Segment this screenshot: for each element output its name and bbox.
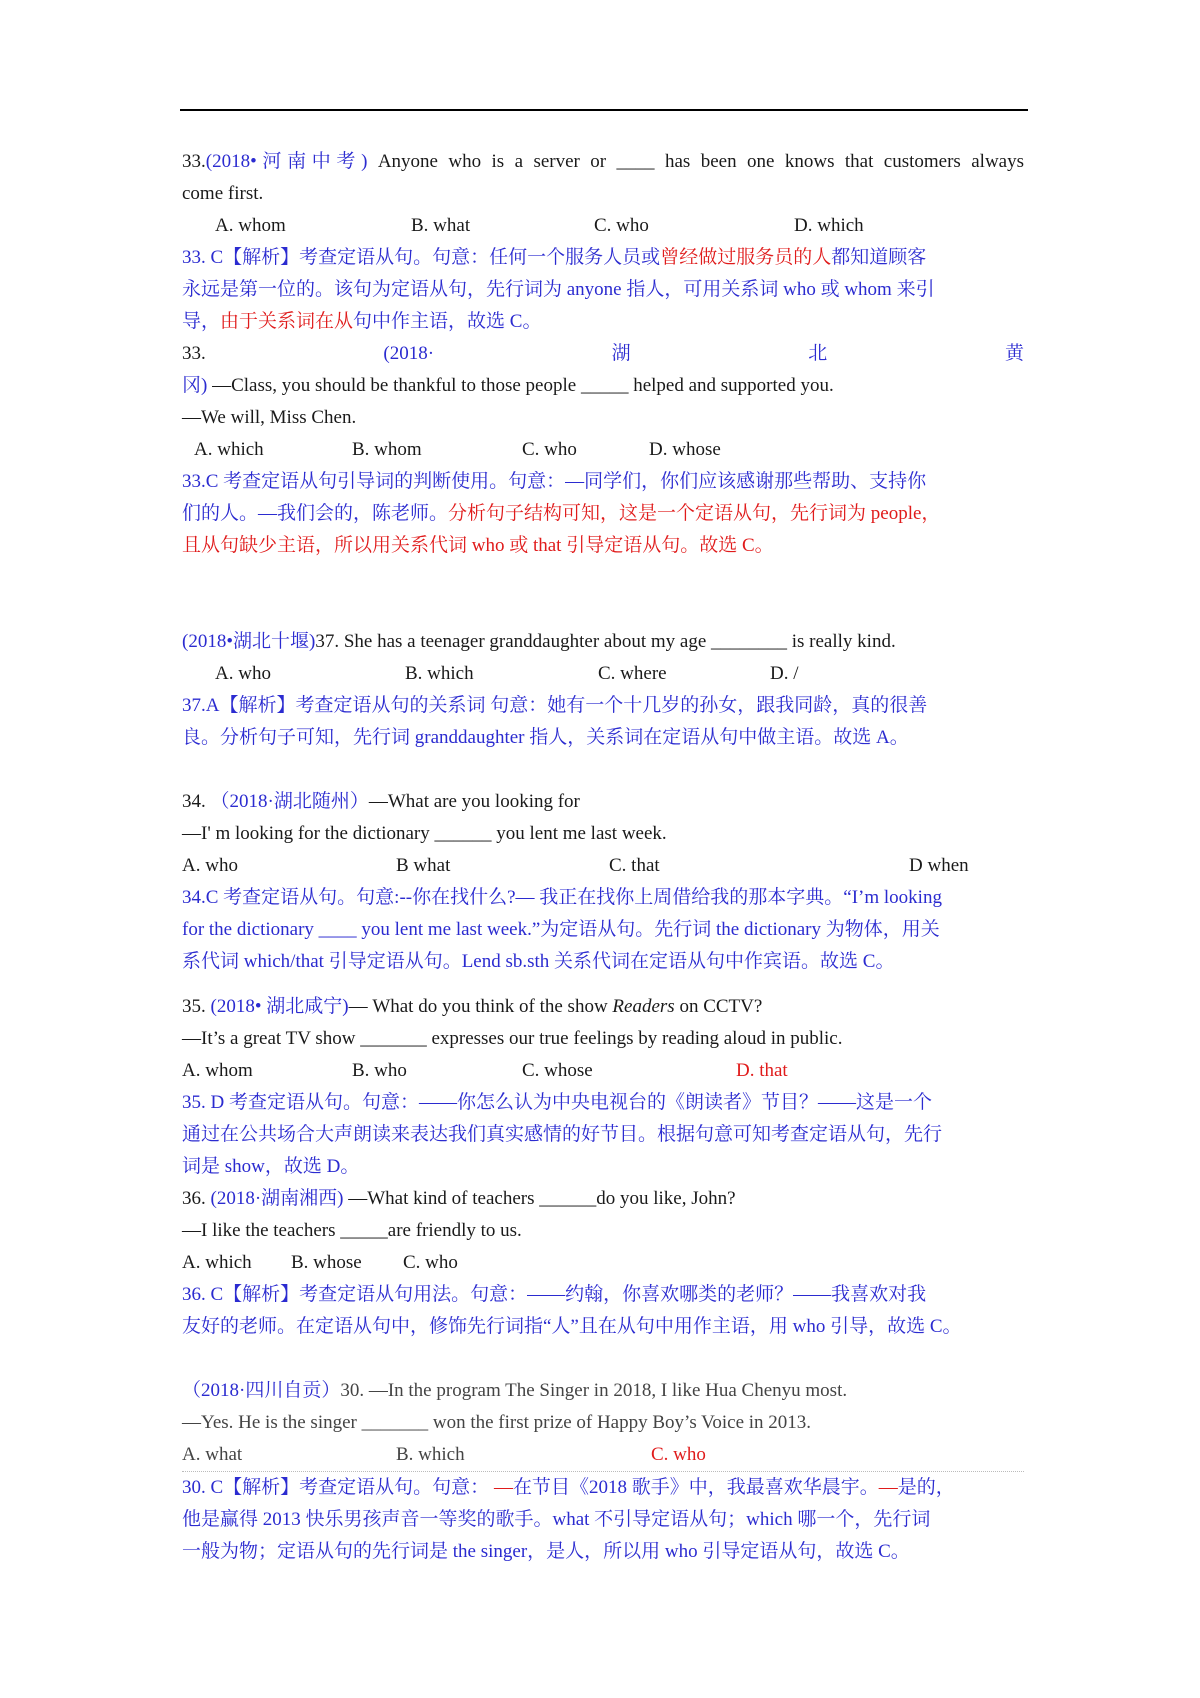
q30-answer-2: 他是赢得 2013 快乐男孩声音一等奖的歌手。what 不引导定语从句；which 哪一个，先行词 xyxy=(182,1509,931,1530)
q30-answer-1 xyxy=(182,1472,1024,1504)
answer-highlight: 曾经做过服务员的人 xyxy=(660,247,832,268)
question-source: 北 xyxy=(808,343,828,364)
option-d: D. / xyxy=(770,663,799,684)
option-b: B. who xyxy=(352,1060,407,1081)
option-a: A. whom xyxy=(182,1060,253,1081)
option-a: A. whom xyxy=(215,215,286,236)
option-a: A. what xyxy=(182,1444,243,1465)
show-title: Readers xyxy=(612,996,675,1017)
q33b-stem-cont xyxy=(182,370,1024,402)
q33b-answer-3: 且从句缺少主语，所以用关系代词 who 或 that 引导定语从句。故选 C。 xyxy=(182,535,774,556)
q35-stem xyxy=(182,991,1024,1023)
q33a-options xyxy=(182,210,1024,242)
answer-text: 30. C【解析】考查定语从句。句意： xyxy=(182,1477,490,1498)
spacer xyxy=(182,562,1024,594)
q36-options xyxy=(182,1247,1024,1279)
option-b: B. which xyxy=(405,663,474,684)
option-b: B. what xyxy=(411,215,471,236)
question-source: （2018·四川自贡） xyxy=(182,1380,341,1401)
q30-options xyxy=(182,1439,1024,1472)
spacer xyxy=(182,594,1024,626)
question-number: 33. xyxy=(182,151,206,172)
option-c: C. that xyxy=(609,855,660,876)
q34-stem-cont: —I' m looking for the dictionary ______ you lent me last week. xyxy=(182,823,667,844)
q34-options xyxy=(182,850,1024,882)
question-source: (2018•河南中考) xyxy=(205,151,368,172)
question-number: 34. xyxy=(182,791,211,812)
answer-highlight: 由于关系词在 xyxy=(220,311,335,332)
question-text: —What are you looking for xyxy=(368,791,580,812)
q33a-answer-2: 永远是第一位的。该句为定语从句，先行词为 anyone 指人，可用关系词 who 或 whom 来引 xyxy=(182,279,935,300)
q37-stem xyxy=(182,626,1024,658)
answer-highlight: 分析句子结构可知，这是一个定语从句，先行词为 people， xyxy=(448,503,941,524)
answer-text: 33. C【解析】考查定语从句。句意：任何一个服务人员或 xyxy=(182,247,661,268)
answer-text: 是的， xyxy=(897,1477,955,1498)
q33b-stem xyxy=(182,338,1024,370)
q35-options xyxy=(182,1055,1024,1087)
q37-answer-2: 良。分析句子可知，先行词 granddaughter 指人，关系词在定语从句中做主语。故选 A。 xyxy=(182,727,909,748)
q33a-stem xyxy=(182,146,1024,178)
option-a: A. which xyxy=(182,1252,252,1273)
q36-stem xyxy=(182,1183,1024,1215)
option-b: B. which xyxy=(396,1444,465,1465)
spacer xyxy=(182,978,1024,991)
q34-answer-2: for the dictionary ____ you lent me last week.”为定语从句。先行词 the dictionary 为物体，用关 xyxy=(182,919,940,940)
option-d: D. which xyxy=(794,215,864,236)
q35-answer-1: 35. D 考查定语从句。句意：——你怎么认为中央电视台的《朗读者》节目？——这是一个 xyxy=(182,1092,932,1113)
answer-text: 在节目《2018 歌手》中，我最喜欢华晨宇。 xyxy=(512,1477,879,1498)
q33b-reply: —We will, Miss Chen. xyxy=(182,407,357,428)
question-text: — What do you think of the show xyxy=(348,996,613,1017)
option-c: C. where xyxy=(598,663,667,684)
option-b: B. whose xyxy=(291,1252,362,1273)
question-text: 30. —In the program The Singer in 2018, I like Hua Chenyu most. xyxy=(340,1380,848,1401)
question-source: (2018•湖北十堰) xyxy=(182,631,316,652)
question-source: 湖 xyxy=(611,343,631,364)
question-text: 37. She has a teenager granddaughter about my age ________ is really kind. xyxy=(315,631,896,652)
question-source: （2018·湖北随州） xyxy=(210,791,369,812)
option-b: B what xyxy=(396,855,451,876)
q30-stem-cont: —Yes. He is the singer _______ won the first prize of Happy Boy’s Voice in 2013. xyxy=(182,1412,812,1433)
spacer xyxy=(182,1343,1024,1375)
option-c: C. who xyxy=(522,439,577,460)
option-d: D. that xyxy=(736,1060,788,1081)
answer-highlight: 从 xyxy=(334,311,354,332)
option-c: C. whose xyxy=(522,1060,593,1081)
option-c: C. who xyxy=(594,215,649,236)
q34-answer-3: 系代词 which/that 引导定语从句。Lend sb.sth 关系代词在定语从句中作宾语。故选 C。 xyxy=(182,951,895,972)
question-text: Anyone who is a server or ____ has been one knows that customers always xyxy=(367,151,1024,172)
spacer xyxy=(182,754,1024,786)
answer-text: 导， xyxy=(182,311,221,332)
q36-answer-2: 友好的老师。在定语从句中，修饰先行词指“人”且在从句中用作主语，用 who 引导，故选 C。 xyxy=(182,1316,962,1337)
option-c: C. who xyxy=(651,1444,706,1465)
q34-stem xyxy=(182,786,1024,818)
question-text: —Class, you should be thankful to those people _____ helped and supported you. xyxy=(207,375,834,396)
option-b: B. whom xyxy=(352,439,422,460)
answer-text: 都知道顾客 xyxy=(831,247,927,268)
q35-stem-cont: —It’s a great TV show _______ expresses our true feelings by reading aloud in public. xyxy=(182,1028,843,1049)
option-a: A. which xyxy=(194,439,264,460)
question-source: 冈) xyxy=(182,375,208,396)
question-source: 黄 xyxy=(1004,343,1024,364)
option-d: D. whose xyxy=(649,439,721,460)
q33b-answer-1: 33.C 考查定语从句引导词的判断使用。句意：—同学们，你们应该感谢那些帮助、支持你 xyxy=(182,471,927,492)
document-body xyxy=(182,146,1024,1568)
option-d: D when xyxy=(909,855,969,876)
question-number: 33. xyxy=(182,343,206,364)
option-a: A. who xyxy=(182,855,238,876)
question-number: 36. xyxy=(182,1188,211,1209)
header-rule xyxy=(180,109,1028,111)
q33b-options xyxy=(182,434,1024,466)
q33a-stem-cont: come first. xyxy=(182,183,264,204)
answer-text: 们的人。—我们会的，陈老师。 xyxy=(182,503,449,524)
answer-highlight: — xyxy=(489,1477,513,1498)
question-text: —What kind of teachers ______do you like, John? xyxy=(343,1188,736,1209)
question-source: (2018• 湖北咸宁) xyxy=(210,996,349,1017)
question-source: (2018·湖南湘西) xyxy=(210,1188,344,1209)
q30-stem xyxy=(182,1375,1024,1407)
q30-answer-3: 一般为物；定语从句的先行词是 the singer，是人，所以用 who 引导定语从句，故选 C。 xyxy=(182,1541,910,1562)
answer-highlight: — xyxy=(878,1477,898,1498)
q33a-answer-1 xyxy=(182,242,1024,274)
q35-answer-2: 通过在公共场合大声朗读来表达我们真实感情的好节目。根据句意可知考查定语从句，先行 xyxy=(182,1124,943,1145)
option-c: C. who xyxy=(403,1252,458,1273)
q33b-answer-2 xyxy=(182,498,1024,530)
option-a: A. who xyxy=(215,663,271,684)
q35-answer-3: 词是 show，故选 D。 xyxy=(182,1156,360,1177)
question-source: (2018· xyxy=(383,343,435,364)
q36-stem-cont: —I like the teachers _____are friendly to us. xyxy=(182,1220,522,1241)
q36-answer-1: 36. C【解析】考查定语从句用法。句意：——约翰，你喜欢哪类的老师？——我喜欢对我 xyxy=(182,1284,927,1305)
answer-text: 句中作主语，故选 C。 xyxy=(353,311,542,332)
q37-answer-1: 37.A【解析】考查定语从句的关系词 句意：她有一个十几岁的孙女，跟我同龄，真的很善 xyxy=(182,695,928,716)
question-text: on CCTV? xyxy=(674,996,763,1017)
q34-answer-1: 34.C 考查定语从句。句意:--你在找什么?— 我正在找你上周借给我的那本字典。“I’m looking xyxy=(182,887,942,908)
question-number: 35. xyxy=(182,996,211,1017)
q33a-answer-3 xyxy=(182,306,1024,338)
q37-options xyxy=(182,658,1024,690)
